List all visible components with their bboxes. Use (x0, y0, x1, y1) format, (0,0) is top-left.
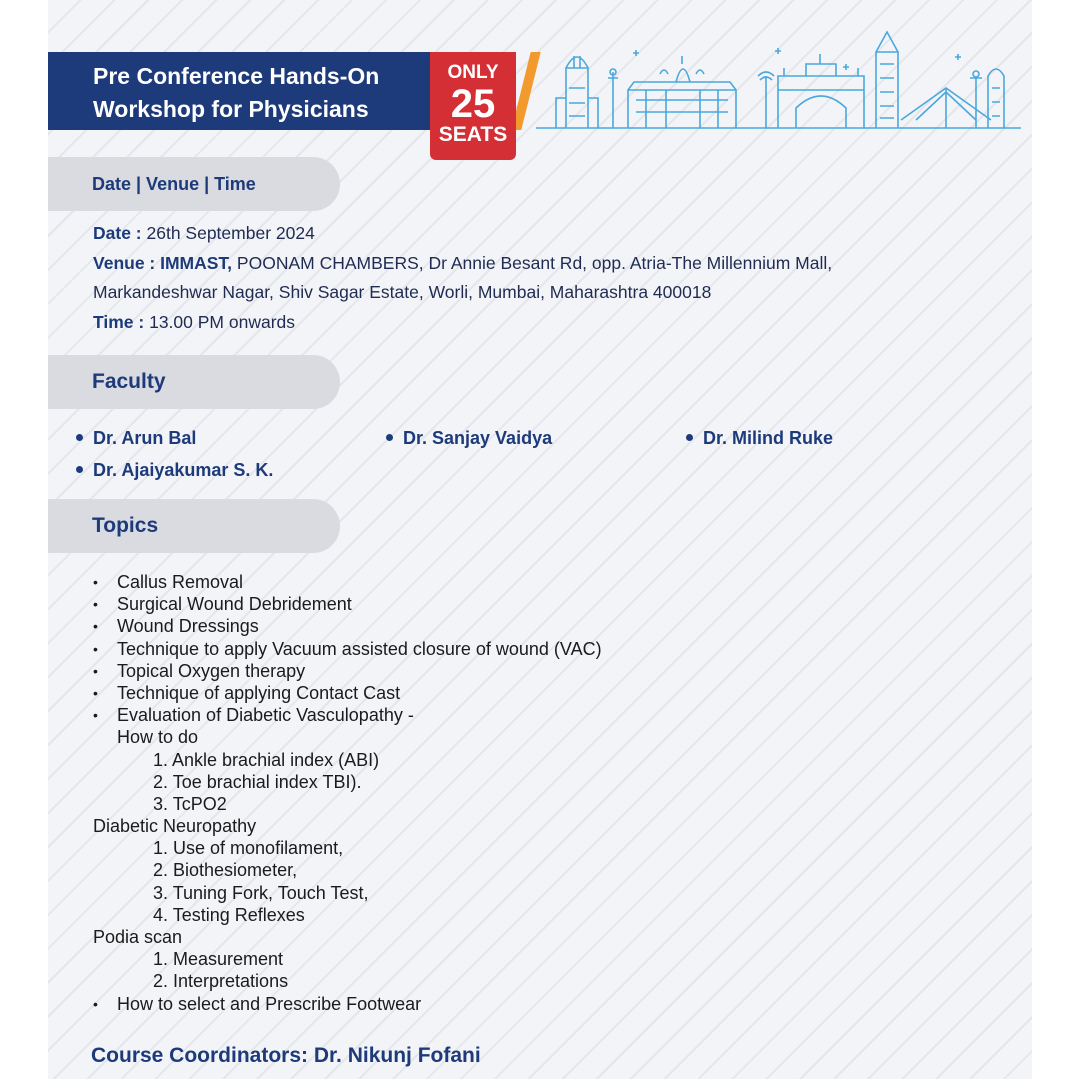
faculty-name: Dr. Sanjay Vaidya (403, 428, 553, 448)
workshop-title-line1: Pre Conference Hands-On (93, 63, 380, 89)
topic-subitem: 3. Tuning Fork, Touch Test, (153, 882, 369, 903)
topic-subitem: 2. Interpretations (153, 971, 289, 992)
date-value: 26th September 2024 (146, 223, 315, 243)
topic-item-continuation: How to do (117, 727, 199, 748)
topic-subitem: 1. Ankle brachial index (ABI) (153, 749, 380, 770)
faculty-item (76, 426, 196, 450)
bullet-icon (76, 434, 83, 441)
course-coordinators: Course Coordinators: Dr. Nikunj Fofani (91, 1044, 481, 1067)
topic-subitem: 3. TcPO2 (153, 793, 227, 814)
section-header-faculty (48, 355, 340, 409)
workshop-title (93, 60, 453, 126)
topic-item: • Topical Oxygen therapy (93, 660, 993, 682)
topic-subitem: 1. Measurement (153, 949, 284, 970)
topic-item: • How to select and Prescribe Footwear (93, 993, 993, 1015)
time-row (93, 308, 1013, 338)
venue-row (93, 249, 1013, 279)
faculty-item (76, 458, 273, 482)
topic-item: • Callus Removal (93, 571, 993, 593)
topic-item: • Surgical Wound Debridement (93, 593, 993, 615)
workshop-title-line2: Workshop for Physicians (93, 96, 369, 122)
faculty-name: Dr. Milind Ruke (703, 428, 834, 448)
section-title-date-venue-time: Date | Venue | Time (92, 174, 256, 194)
venue-value-line2: Markandeshwar Nagar, Shiv Sagar Estate, Worli, Mumbai, Maharashtra 400018 (93, 282, 712, 302)
event-details (93, 219, 1013, 337)
faculty-name: Dr. Arun Bal (93, 428, 197, 448)
topic-subitem: 1. Use of monofilament, (153, 838, 344, 859)
faculty-item (386, 426, 552, 450)
topic-subitem: 4. Testing Reflexes (153, 904, 305, 925)
seats-badge-number: 25 (450, 82, 496, 126)
date-row (93, 219, 1013, 249)
topic-item: • Technique to apply Vacuum assisted closure of wound (VAC) (93, 638, 993, 660)
topic-subitem: 2. Biothesiometer, (153, 860, 298, 881)
seats-badge-bottom: SEATS (438, 123, 508, 146)
mumbai-skyline-icon (536, 28, 1021, 134)
topic-item: • Wound Dressings (93, 615, 993, 637)
venue-label: Venue : IMMAST, (93, 252, 233, 273)
faculty-item (686, 426, 833, 450)
seats-badge-top: ONLY (447, 62, 499, 83)
topic-subitem: 2. Toe brachial index TBI). (153, 771, 362, 792)
section-title-topics: Topics (92, 514, 159, 537)
topic-item: • Technique of applying Contact Cast (93, 682, 993, 704)
time-label: Time : (93, 311, 145, 332)
seats-badge (430, 52, 516, 160)
date-label: Date : (93, 223, 142, 243)
workshop-flyer (48, 0, 1032, 1079)
topic-item: • Evaluation of Diabetic Vasculopathy - (93, 704, 993, 726)
section-title-faculty: Faculty (92, 370, 166, 393)
topic-group-heading: Podia scan (93, 927, 183, 947)
bullet-icon (76, 466, 83, 473)
topic-group-heading: Diabetic Neuropathy (93, 816, 257, 837)
section-header-topics (48, 499, 340, 553)
topics-list (93, 571, 993, 1015)
section-header-date-venue-time (48, 157, 340, 211)
bullet-icon (386, 434, 393, 441)
venue-value-line1: POONAM CHAMBERS, Dr Annie Besant Rd, opp. Atria-The Millennium Mall, (236, 252, 833, 273)
bullet-icon (686, 434, 693, 441)
time-value: 13.00 PM onwards (149, 311, 296, 332)
faculty-name: Dr. Ajaiyakumar S. K. (93, 460, 274, 480)
